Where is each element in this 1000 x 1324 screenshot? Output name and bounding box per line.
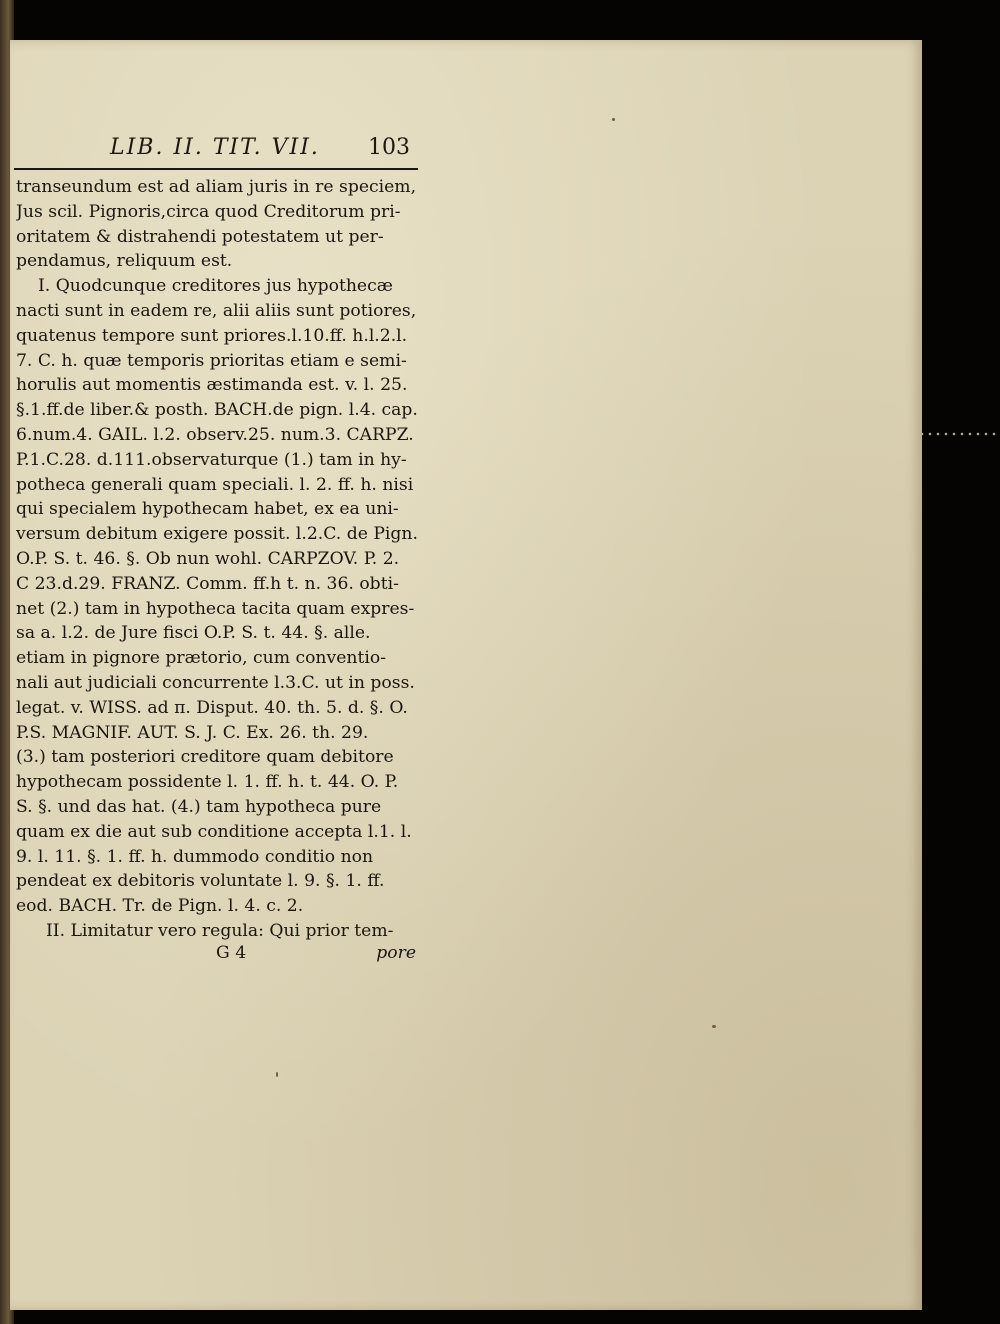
text-line: eod. BACH. Tr. de Pign. l. 4. c. 2. <box>16 896 304 917</box>
text-line: P.1.C.28. d.111.observaturque (1.) tam in hy- <box>16 449 407 470</box>
text-line: pendamus, reliquum est. <box>16 251 233 272</box>
text-line: II. Limitatur vero regula: Qui prior tem- <box>46 920 394 941</box>
background-dotted-line <box>918 432 1000 436</box>
text-line: sa a. l.2. de Jure fisci O.P. S. t. 44. §. alle. <box>16 623 371 644</box>
text-line: hypothecam possidente l. 1. ff. h. t. 44. O. P. <box>16 772 399 793</box>
paper-speck <box>276 1072 278 1077</box>
paper-speck <box>712 1025 716 1028</box>
text-line: I. Quodcunque creditores jus hypothecæ <box>38 276 393 297</box>
text-line: P.S. MAGNIF. AUT. S. J. C. Ex. 26. th. 29. <box>16 722 369 743</box>
catchword: pore <box>376 943 416 963</box>
text-line: quam ex die aut sub conditione accepta l.1. l. <box>16 821 412 842</box>
paper-speck <box>612 118 615 121</box>
text-line: nali aut judiciali concurrente l.3.C. ut in poss. <box>16 672 415 693</box>
body-text <box>16 175 420 944</box>
header-rule <box>14 168 418 170</box>
text-line: oritatem & distrahendi potestatem ut per- <box>16 226 384 247</box>
text-line: potheca generali quam speciali. l. 2. ff. h. nisi <box>16 474 414 495</box>
text-line: 6.num.4. GAIL. l.2. observ.25. num.3. CARPZ. <box>16 424 414 445</box>
page-number: 103 <box>368 135 410 160</box>
text-line: nacti sunt in eadem re, alii aliis sunt potiores, <box>16 300 417 321</box>
text-line: qui specialem hypothecam habet, ex ea uni- <box>16 499 399 520</box>
signature-mark: G 4 <box>216 943 247 963</box>
text-line: net (2.) tam in hypotheca tacita quam expres- <box>16 598 415 619</box>
running-title: LIB. II. TIT. VII. <box>110 135 320 160</box>
page-footer <box>16 943 420 969</box>
text-line: versum debitum exigere possit. l.2.C. de Pign. <box>16 524 418 545</box>
text-line: etiam in pignore prætorio, cum conventio- <box>16 648 387 669</box>
text-line: C 23.d.29. FRANZ. Comm. ff.h t. n. 36. obti- <box>16 573 399 594</box>
text-line: pendeat ex debitoris voluntate l. 9. §. 1. ff. <box>16 871 385 892</box>
text-line: legat. v. WISS. ad π. Disput. 40. th. 5. d. §. O. <box>16 697 408 718</box>
text-line: Jus scil. Pignoris,circa quod Creditorum pri- <box>16 201 401 222</box>
text-line: 9. l. 11. §. 1. ff. h. dummodo conditio non <box>16 846 374 867</box>
text-line: S. §. und das hat. (4.) tam hypotheca pure <box>16 796 382 817</box>
text-line: 7. C. h. quæ temporis prioritas etiam e semi- <box>16 350 407 371</box>
running-header <box>110 135 410 165</box>
text-line: quatenus tempore sunt priores.l.10.ff. h.l.2.l. <box>16 325 408 346</box>
text-line: transeundum est ad aliam juris in re speciem, <box>16 177 417 197</box>
text-line: horulis aut momentis æstimanda est. v. l. 25. <box>16 375 408 396</box>
text-line: (3.) tam posteriori creditore quam debitore <box>16 747 394 768</box>
text-line: O.P. S. t. 46. §. Ob nun wohl. CARPZOV. P. 2. <box>16 548 400 569</box>
text-line: §.1.ff.de liber.& posth. BACH.de pign. l.4. cap. <box>16 400 418 421</box>
